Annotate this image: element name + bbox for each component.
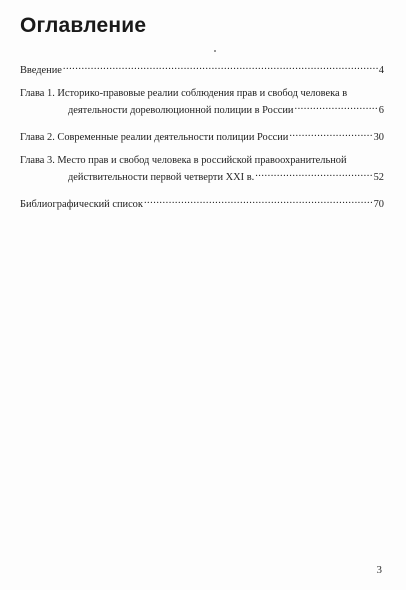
toc-entry-title: Введение [20,65,62,76]
toc-entry-introduction[interactable] [20,60,384,77]
dot-leader [255,167,372,180]
toc-line [20,60,384,77]
toc-entry-title-line-2: действительности первой четверти XXI в. [68,172,255,183]
dot-leader [63,60,378,73]
toc-entry-title-line-1: Глава 3. Место прав и свобод человека в российской правоохранительной [20,155,347,166]
toc-heading: Оглавление [20,14,147,37]
toc-entry-page: 52 [373,172,384,183]
toc-entry-title-line-1: Глава 1. Историко-правовые реалии соблюдения прав и свобод человека в [20,88,348,99]
toc-entry-title-line-2: деятельности дореволюционной полиции в России [68,105,294,116]
toc-entry-chapter-3[interactable] [20,154,384,184]
toc-entry-title: Библиографический список [20,199,143,210]
toc-line [20,167,384,184]
toc-entry-page: 70 [373,199,384,210]
page-number: 3 [376,564,382,576]
toc-entry-title: Глава 2. Современные реалии деятельности полиции России [20,132,289,143]
table-of-contents [20,60,384,221]
toc-entry-page: 4 [378,65,384,76]
dot-leader [294,100,377,113]
toc-line [20,127,384,144]
toc-entry-bibliography[interactable] [20,194,384,211]
toc-line [20,100,384,117]
toc-entry-page: 6 [378,105,384,116]
dot-leader [289,127,372,140]
toc-line [20,194,384,211]
dot-leader [144,194,373,207]
toc-entry-page: 30 [373,132,384,143]
print-speck [214,50,216,52]
toc-entry-chapter-1[interactable] [20,87,384,117]
toc-entry-chapter-2[interactable] [20,127,384,144]
